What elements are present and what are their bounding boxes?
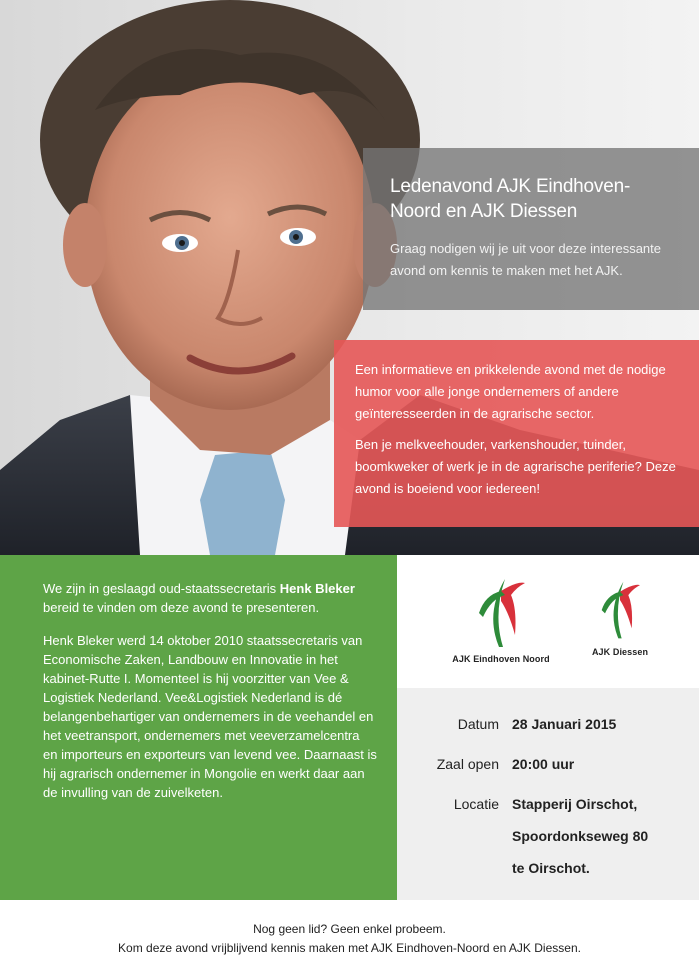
description-paragraph-2: Ben je melkveehouder, varkenshouder, tuinder, boomkweker of werk je in de agrarische periferie? Deze avond is boeiend voor iedereen! (355, 437, 676, 496)
event-description-box (334, 340, 699, 527)
speaker-name: Henk Bleker (279, 581, 355, 596)
event-details-panel (397, 688, 699, 900)
doors-open-label: Zaal open (436, 756, 499, 772)
speaker-bio: Henk Bleker werd 14 oktober 2010 staatssecretaris van Economische Zaken, Landbouw en Innovatie in het kabinet-Rutte I. Momenteel is hij voorzitter van Vee & Logistiek Nederland. Vee&Logistiek Nederland is dé belangenbehartiger van ondernemers in de veehandel en het veetransport, ondernemers met veeverzamelcentra en importeurs en exporteurs van levend vee. Daarnaast is hij agrarisch ondernemer in Mongolie en werkt daar aan de invulling van de zuivelketen. (43, 633, 377, 800)
event-title-line-1: Ledenavond AJK Eindhoven- (390, 176, 631, 197)
speaker-intro-text: We zijn in geslaagd oud-staatssecretaris (43, 581, 280, 596)
logo-ajk-eindhoven-noord (441, 573, 561, 664)
logo-label-eindhoven-noord: AJK Eindhoven Noord (452, 654, 550, 664)
logo-label-diessen: AJK Diessen (591, 647, 649, 657)
date-value: 28 Januari 2015 (512, 716, 617, 732)
ajk-diessen-emblem-icon (595, 575, 645, 641)
event-title (390, 174, 685, 224)
location-line-2: Spoordonkseweg 80 (512, 828, 649, 844)
speaker-panel (0, 555, 397, 900)
event-title-line-2: Noord en AJK Diessen (390, 201, 578, 222)
description-paragraph-1: Een informatieve en prikkelende avond met de nodige humor voor alle jonge ondernemers of andere geïnteresseerden in de agrarische sector. (355, 362, 666, 421)
ajk-eindhoven-noord-emblem-icon (471, 573, 531, 648)
invitation-text: Graag nodigen wij je uit voor deze interessante avond om kennis te maken met het AJK. (390, 241, 661, 278)
footer-line-1: Nog geen lid? Geen enkel probeem. (253, 922, 446, 936)
logos-panel (397, 555, 699, 688)
footer-line-2: Kom deze avond vrijblijvend kennis maken met AJK Eindhoven-Noord en AJK Diessen. (118, 941, 581, 955)
speaker-intro-text-end: bereid te vinden om deze avond te presenteren. (43, 600, 320, 615)
location-line-1: Stapperij Oirschot, (512, 796, 638, 812)
doors-open-value: 20:00 uur (512, 756, 575, 772)
speaker-intro (43, 579, 377, 617)
date-label: Datum (457, 716, 499, 732)
location-line-3: te Oirschot. (512, 860, 590, 876)
footer (0, 900, 699, 960)
location-label: Locatie (453, 796, 499, 812)
invitation-title-box (363, 148, 699, 310)
logo-ajk-diessen (575, 575, 665, 657)
